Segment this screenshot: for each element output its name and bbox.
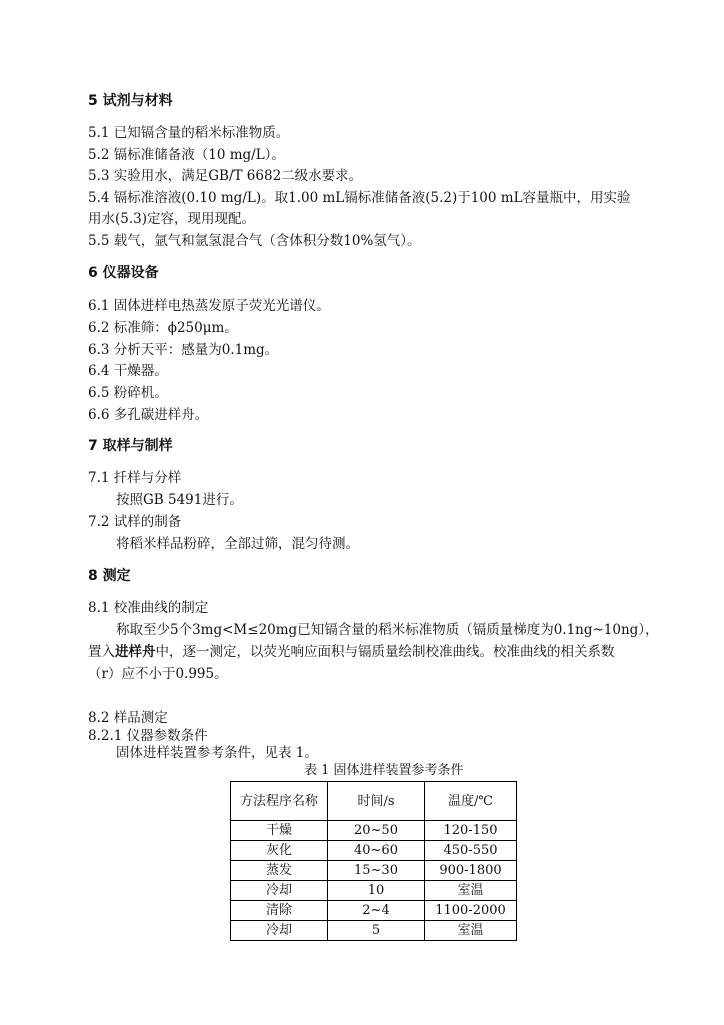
table-row <box>231 901 517 921</box>
item-8-1-body-3: （r）应不小于0.995。 <box>88 666 228 682</box>
section-7-heading: 7 取样与制样 <box>88 438 173 454</box>
section-5-heading: 5 试剂与材料 <box>88 93 173 109</box>
table-cell: 5 <box>328 921 425 941</box>
item-6-2: 6.2 标准筛：ϕ250μm。 <box>88 320 238 336</box>
table-cell: 冷却 <box>231 881 328 901</box>
item-5-4: 5.4 镉标准溶液(0.10 mg/L)。取1.00 mL镉标准储备液(5.2)于100 mL容量瓶中，用实验 <box>88 190 631 206</box>
table-cell: 干燥 <box>231 821 328 841</box>
item-5-4-cont: 用水(5.3)定容，现用现配。 <box>88 211 256 227</box>
table-cell: 蒸发 <box>231 861 328 881</box>
table-header-cell: 时间/s <box>328 782 425 821</box>
item-8-1: 8.1 校准曲线的制定 <box>88 600 209 616</box>
table-cell: 冷却 <box>231 921 328 941</box>
item-7-2: 7.2 试样的制备 <box>88 514 182 530</box>
table-row <box>231 861 517 881</box>
table-row <box>231 841 517 861</box>
table-cell: 室温 <box>425 921 517 941</box>
item-6-3: 6.3 分析天平：感量为0.1mg。 <box>88 342 279 358</box>
table-cell: 120-150 <box>425 821 517 841</box>
item-6-1: 6.1 固体进样电热蒸发原子荧光光谱仪。 <box>88 298 330 314</box>
item-8-1-body-2a: 置入 <box>88 644 115 660</box>
table-cell: 灰化 <box>231 841 328 861</box>
section-6-heading: 6 仪器设备 <box>88 265 159 281</box>
table-cell: 450-550 <box>425 841 517 861</box>
item-8-1-body-1: 称取至少5个3mg<M≤20mg已知镉含量的稻米标准物质（镉质量梯度为0.1ng~10ng）， <box>116 622 659 638</box>
table-cell: 清除 <box>231 901 328 921</box>
item-5-3: 5.3 实验用水，满足GB/T 6682二级水要求。 <box>88 168 363 184</box>
item-5-2: 5.2 镉标准储备液（10 mg/L）。 <box>88 147 285 163</box>
item-7-1-body: 按照GB 5491进行。 <box>116 492 243 508</box>
table-header-cell: 温度/℃ <box>425 782 517 821</box>
item-8-2-1: 8.2.1 仪器参数条件 <box>88 728 208 744</box>
table-row <box>231 921 517 941</box>
item-5-5: 5.5 载气，氩气和氩氢混合气（含体积分数10%氢气）。 <box>88 233 421 249</box>
item-8-1-body-2b: 中，逐一测定，以荧光响应面积与镉质量绘制校准曲线。校准曲线的相关系数 <box>155 644 615 660</box>
item-7-1: 7.1 扦样与分样 <box>88 470 182 486</box>
table-cell: 900-1800 <box>425 861 517 881</box>
section-8-heading: 8 测定 <box>88 568 131 584</box>
table-cell: 2~4 <box>328 901 425 921</box>
item-6-5: 6.5 粉碎机。 <box>88 385 168 401</box>
table-cell: 15~30 <box>328 861 425 881</box>
table-cell: 室温 <box>425 881 517 901</box>
item-8-1-body-2-em: 进样舟 <box>115 644 156 660</box>
table-header-row <box>231 782 517 821</box>
table-cell: 10 <box>328 881 425 901</box>
table-caption: 表 1 固体进样装置参考条件 <box>304 763 464 778</box>
item-8-2: 8.2 样品测定 <box>88 710 168 726</box>
item-6-6: 6.6 多孔碳进样舟。 <box>88 407 209 423</box>
table-row <box>231 881 517 901</box>
item-5-1: 5.1 已知镉含量的稻米标准物质。 <box>88 125 290 141</box>
reference-conditions-table <box>230 781 517 941</box>
table-cell: 1100-2000 <box>425 901 517 921</box>
table-header-cell: 方法程序名称 <box>231 782 328 821</box>
table-cell: 40~60 <box>328 841 425 861</box>
item-6-4: 6.4 干燥器。 <box>88 363 168 379</box>
table-cell: 20~50 <box>328 821 425 841</box>
item-7-2-body: 将稻米样品粉碎，全部过筛，混匀待测。 <box>116 536 359 552</box>
item-8-1-body-2 <box>88 642 615 662</box>
item-8-2-1-body: 固体进样装置参考条件，见表 1。 <box>116 745 318 761</box>
table-row <box>231 821 517 841</box>
